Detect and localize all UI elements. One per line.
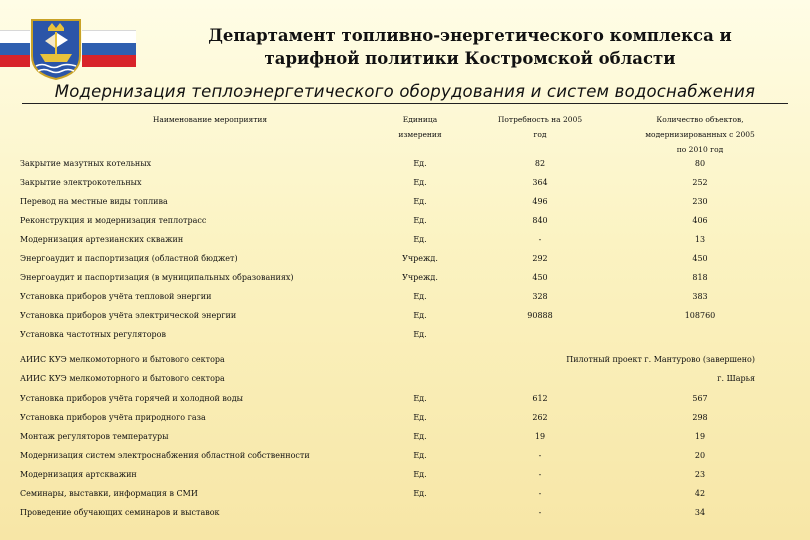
row-count: 34 bbox=[694, 508, 706, 517]
table-row bbox=[0, 213, 810, 232]
table-row bbox=[0, 467, 810, 486]
row-need: - bbox=[538, 470, 542, 479]
row-count: 230 bbox=[692, 197, 708, 206]
column-header-count: Количество объектов, модернизированных с 2005 по 2010 год bbox=[645, 115, 755, 154]
table-row bbox=[0, 251, 810, 270]
table-row bbox=[0, 232, 810, 251]
row-unit: Ед. bbox=[413, 311, 427, 320]
row-count: 450 bbox=[692, 254, 708, 263]
flag-stripes-right bbox=[82, 30, 136, 66]
row-need: 840 bbox=[532, 216, 548, 225]
row-name: Установка частотных регуляторов bbox=[20, 330, 166, 339]
row-count: 108760 bbox=[684, 311, 716, 320]
row-name: Установка приборов учёта электрической энергии bbox=[20, 311, 237, 320]
row-name: Установка приборов учёта горячей и холодной воды bbox=[20, 394, 244, 403]
row-name: АИИС КУЭ мелкомоторного и бытового сектора bbox=[20, 374, 225, 383]
row-need: 19 bbox=[534, 432, 546, 441]
table-row bbox=[0, 352, 810, 371]
row-count: 23 bbox=[694, 470, 706, 479]
row-name: Монтаж регуляторов температуры bbox=[20, 432, 169, 441]
row-name: Закрытие электрокотельных bbox=[20, 178, 142, 187]
table-row bbox=[0, 486, 810, 505]
table-row bbox=[0, 308, 810, 327]
row-need: 328 bbox=[532, 292, 548, 301]
row-need: 90888 bbox=[527, 311, 553, 320]
table-row bbox=[0, 327, 810, 346]
row-name: Модернизация артскважин bbox=[20, 470, 137, 479]
subtitle-underline bbox=[22, 103, 788, 104]
column-header-unit: Единица измерения bbox=[398, 115, 442, 139]
row-unit: Ед. bbox=[413, 197, 427, 206]
title-line-1: Департамент топливно-энергетического комплекса и bbox=[208, 26, 732, 45]
row-merged-note: Пилотный проект г. Мантурово (завершено) bbox=[566, 355, 755, 364]
row-need: 364 bbox=[532, 178, 548, 187]
coat-of-arms-icon bbox=[30, 18, 82, 80]
table-row bbox=[0, 505, 810, 524]
row-merged-note: г. Шарья bbox=[717, 374, 755, 383]
department-title bbox=[150, 24, 790, 70]
column-header-name: Наименование мероприятия bbox=[152, 115, 268, 124]
row-unit: Ед. bbox=[413, 178, 427, 187]
row-need: - bbox=[538, 489, 542, 498]
row-unit: Ед. bbox=[413, 451, 427, 460]
row-unit: Ед. bbox=[413, 235, 427, 244]
table-row bbox=[0, 391, 810, 410]
row-need: - bbox=[538, 508, 542, 517]
row-unit: Ед. bbox=[413, 432, 427, 441]
row-count: 42 bbox=[694, 489, 706, 498]
table-row bbox=[0, 429, 810, 448]
row-unit: Учрежд. bbox=[402, 273, 438, 282]
row-need: 612 bbox=[532, 394, 548, 403]
row-unit: Учрежд. bbox=[402, 254, 438, 263]
row-need: - bbox=[538, 451, 542, 460]
flag-stripes-left bbox=[0, 30, 30, 66]
row-unit: Ед. bbox=[413, 159, 427, 168]
title-line-2: тарифной политики Костромской области bbox=[264, 49, 676, 68]
row-name: Модернизация систем электроснабжения областной собственности bbox=[20, 451, 310, 460]
table-row bbox=[0, 156, 810, 175]
row-name: Проведение обучающих семинаров и выставок bbox=[20, 508, 220, 517]
row-name: Модернизация артезианских скважин bbox=[20, 235, 184, 244]
column-header-need: Потребность на 2005 год bbox=[497, 115, 583, 139]
row-name: Установка приборов учёта тепловой энергии bbox=[20, 292, 212, 301]
row-count: 20 bbox=[694, 451, 706, 460]
row-need: 292 bbox=[532, 254, 548, 263]
row-count: 383 bbox=[692, 292, 708, 301]
row-name: Семинары, выставки, информация в СМИ bbox=[20, 489, 198, 498]
row-name: Перевод на местные виды топлива bbox=[20, 197, 168, 206]
table-row bbox=[0, 410, 810, 429]
row-count: 406 bbox=[692, 216, 708, 225]
row-count: 298 bbox=[692, 413, 708, 422]
row-name: АИИС КУЭ мелкомоторного и бытового сектора bbox=[20, 355, 225, 364]
row-need: 496 bbox=[532, 197, 548, 206]
row-count: 818 bbox=[692, 273, 708, 282]
row-name: Установка приборов учёта природного газа bbox=[20, 413, 206, 422]
row-count: 13 bbox=[694, 235, 706, 244]
page-subtitle: Модернизация теплоэнергетического оборудования и систем водоснабжения bbox=[54, 82, 756, 101]
row-name: Реконструкция и модернизация теплотрасс bbox=[20, 216, 207, 225]
row-unit: Ед. bbox=[413, 413, 427, 422]
row-name: Закрытие мазутных котельных bbox=[20, 159, 152, 168]
row-unit: Ед. bbox=[413, 470, 427, 479]
table-row bbox=[0, 448, 810, 467]
row-need: 450 bbox=[532, 273, 548, 282]
table-row bbox=[0, 289, 810, 308]
row-unit: Ед. bbox=[413, 216, 427, 225]
row-unit: Ед. bbox=[413, 489, 427, 498]
row-need: 82 bbox=[534, 159, 546, 168]
row-count: 567 bbox=[692, 394, 708, 403]
row-name: Энергоаудит и паспортизация (в муниципальных образованиях) bbox=[20, 273, 294, 282]
row-unit: Ед. bbox=[413, 330, 427, 339]
table-row bbox=[0, 270, 810, 289]
row-name: Энергоаудит и паспортизация (областной бюджет) bbox=[20, 254, 238, 263]
row-count: 80 bbox=[694, 159, 706, 168]
row-need: 262 bbox=[532, 413, 548, 422]
row-need: - bbox=[538, 235, 542, 244]
table-row bbox=[0, 194, 810, 213]
row-unit: Ед. bbox=[413, 394, 427, 403]
table-row bbox=[0, 371, 810, 390]
row-count: 252 bbox=[692, 178, 708, 187]
row-count: 19 bbox=[694, 432, 706, 441]
table-row bbox=[0, 175, 810, 194]
row-unit: Ед. bbox=[413, 292, 427, 301]
